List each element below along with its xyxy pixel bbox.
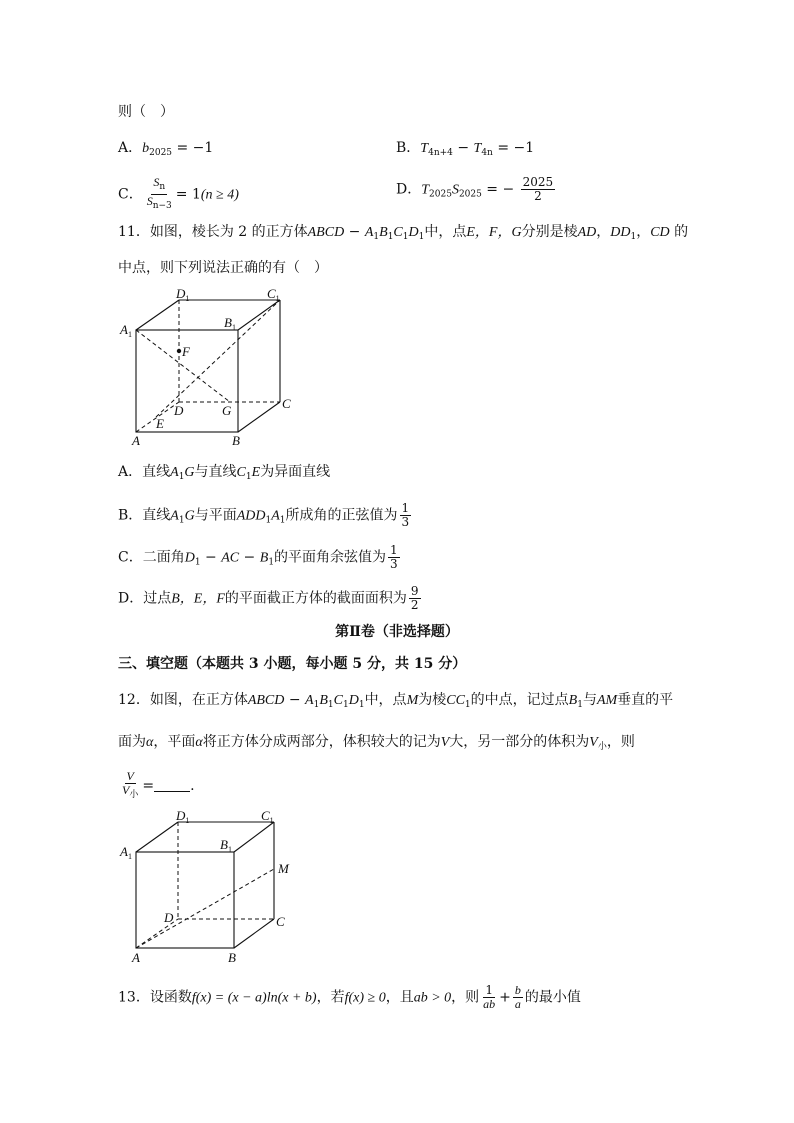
label-c: C	[282, 396, 291, 411]
q12-stem-line2: 面为α，平面α将正方体分成两部分，体积较大的记为V大，另一部分的体积为$V_小$，则	[118, 734, 635, 752]
cube-figure-1	[118, 284, 308, 449]
label-d: D	[164, 910, 174, 925]
q13-stem: 13．设函数f(x) = (x − a)ln(x + b)，若f(x) ≥ 0，且ab > 0，则 $\frac{1}{ab}$ + $\frac{b}{a}$ 的最小值	[118, 983, 581, 1011]
q12-stem-line1: 12．如图，在正方体ABCD − $A_1B_1C_1D_1$中，点M为棱$CC_1$的中点，记过点$B_1$与AM垂直的平	[118, 692, 674, 710]
q10-tail: 则（ ）	[118, 104, 174, 120]
label-e: E	[156, 416, 164, 431]
label-b: B	[232, 433, 240, 448]
label-m: M	[278, 861, 289, 876]
q11-option-d: D．过点B，E，F的平面截正方体的截面面积为 $\frac{9}{2}$	[118, 584, 419, 612]
label-g: G	[222, 403, 232, 418]
front-face	[136, 852, 234, 948]
section-3-title: 三、填空题（本题共 3 小题，每小题 5 分，共 15 分）	[118, 656, 467, 672]
q10-option-a: A．$b_{2025} = -1$	[118, 140, 214, 158]
label-a1: $A_1$	[120, 322, 132, 339]
label-d1: $D_1$	[176, 808, 190, 825]
q10-option-d: D．$T_{2025}S_{2025}$ = − $\frac{2025}{2}$	[396, 175, 554, 203]
q11-option-a: A．直线$A_1G$与直线$C_1E$为异面直线	[118, 464, 331, 482]
point-f	[177, 349, 181, 353]
label-a: A	[132, 950, 140, 965]
label-c1: $C_1$	[267, 286, 280, 303]
q11-option-c: C．二面角$D_1$ − AC − $B_1$的平面角余弦值为 $\frac{1}{3}$	[118, 543, 398, 571]
q11-stem-line2: 中点，则下列说法正确的有（ ）	[118, 260, 328, 276]
q11-stem-line1: 11．如图，棱长为 2 的正方体ABCD − $A_1B_1C_1D_1$中，点E，F，G分别是棱AD，$DD_1$，CD 的	[118, 224, 689, 242]
section-ii-title: 第Ⅱ卷（非选择题）	[335, 624, 459, 640]
label-b1: $B_1$	[224, 315, 236, 332]
q10-option-c: C． $\frac{S_n}{S_{n-3}}$ = 1(n ≥ 4)	[118, 175, 239, 211]
q10-option-b: B．$T_{4n+4} - T_{4n} = -1$	[396, 140, 535, 158]
label-f: F	[182, 344, 190, 359]
label-c1: $C_1$	[261, 808, 274, 825]
q11-option-b: B．直线$A_1G$与平面$ADD_1A_1$所成角的正弦值为 $\frac{1}{3}$	[118, 501, 410, 529]
label-c: C	[276, 914, 285, 929]
label-b1: $B_1$	[220, 837, 232, 854]
q12-answer-blank: $\frac{V}{V_小}$ = .	[122, 769, 195, 800]
label-d1: $D_1$	[176, 286, 190, 303]
label-a: A	[132, 433, 140, 448]
fill-blank[interactable]	[154, 791, 190, 792]
cube-figure-2	[118, 806, 308, 966]
label-d: D	[174, 403, 184, 418]
label-b: B	[228, 950, 236, 965]
label-a1: $A_1$	[120, 844, 132, 861]
